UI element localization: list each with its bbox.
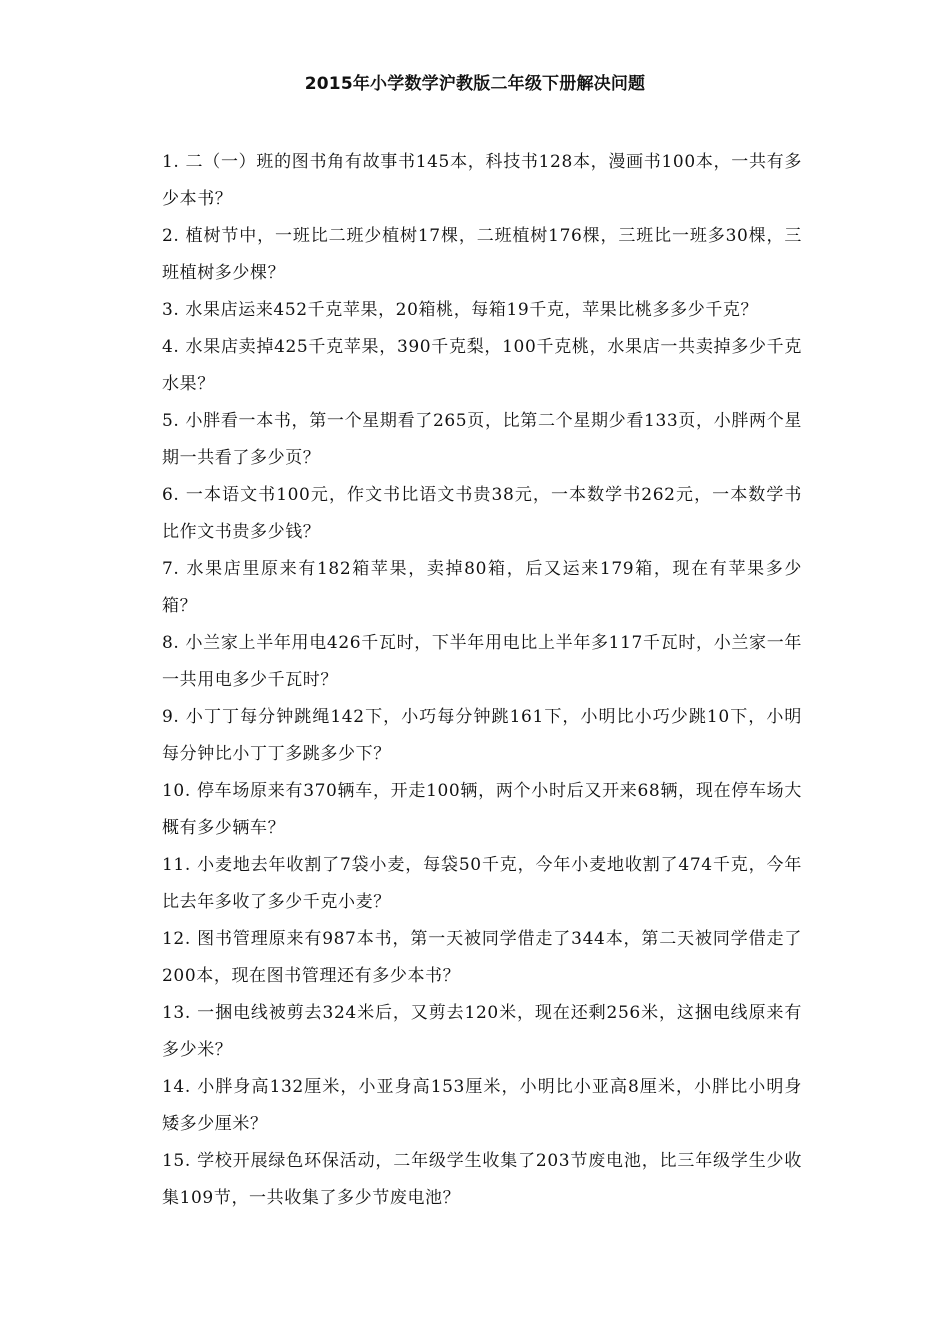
problem-number: 2.: [162, 226, 180, 246]
problem-item: [162, 144, 802, 218]
document-title: 2015年小学数学沪教版二年级下册解决问题: [304, 74, 646, 94]
problem-text: 水果店里原来有182箱苹果，卖掉80箱，后又运来179箱，现在有苹果多少箱？: [162, 559, 802, 616]
problem-text: 小胖看一本书，第一个星期看了265页，比第二个星期少看133页，小胖两个星期一共看了多少页？: [162, 411, 802, 468]
problem-item: [162, 995, 802, 1069]
problem-number: 10.: [162, 781, 191, 801]
problem-text: 小丁丁每分钟跳绳142下，小巧每分钟跳161下，小明比小巧少跳10下，小明每分钟比小丁丁多跳多少下？: [162, 707, 802, 764]
problem-item: [162, 329, 802, 403]
problem-text: 一本语文书100元，作文书比语文书贵38元，一本数学书262元，一本数学书比作文书贵多少钱？: [162, 485, 802, 542]
problem-number: 1.: [162, 152, 180, 172]
problem-text: 停车场原来有370辆车，开走100辆，两个小时后又开来68辆，现在停车场大概有多少辆车？: [162, 781, 802, 838]
problem-text: 一捆电线被剪去324米后，又剪去120米，现在还剩256米，这捆电线原来有多少米？: [162, 1003, 802, 1060]
problem-number: 12.: [162, 929, 191, 949]
problem-item: [162, 921, 802, 995]
problem-number: 14.: [162, 1077, 191, 1097]
problem-text: 图书管理原来有987本书，第一天被同学借走了344本，第二天被同学借走了200本，现在图书管理还有多少本书？: [162, 929, 802, 986]
problem-number: 9.: [162, 707, 180, 727]
problem-item: [162, 477, 802, 551]
problem-item: [162, 292, 802, 329]
problem-number: 11.: [162, 855, 191, 875]
problem-item: [162, 403, 802, 477]
problem-text: 水果店卖掉425千克苹果，390千克梨，100千克桃，水果店一共卖掉多少千克水果？: [162, 337, 802, 394]
problem-text: 水果店运来452千克苹果，20箱桃，每箱19千克，苹果比桃多多少千克？: [185, 300, 759, 320]
problem-text: 植树节中，一班比二班少植树17棵，二班植树176棵，三班比一班多30棵，三班植树多少棵？: [162, 226, 802, 283]
problem-number: 3.: [162, 300, 180, 320]
problem-text: 小兰家上半年用电426千瓦时，下半年用电比上半年多117千瓦时，小兰家一年一共用电多少千瓦时？: [162, 633, 802, 690]
problem-item: [162, 1069, 802, 1143]
problem-text: 学校开展绿色环保活动，二年级学生收集了203节废电池，比三年级学生少收集109节，一共收集了多少节废电池？: [162, 1151, 802, 1208]
problem-item: [162, 699, 802, 773]
problem-item: [162, 1143, 802, 1217]
problem-text: 二（一）班的图书角有故事书145本，科技书128本，漫画书100本，一共有多少本书？: [162, 152, 802, 209]
problem-item: [162, 847, 802, 921]
problem-number: 5.: [162, 411, 180, 431]
problem-item: [162, 773, 802, 847]
problem-number: 13.: [162, 1003, 191, 1023]
problem-item: [162, 625, 802, 699]
problem-number: 6.: [162, 485, 180, 505]
problem-number: 7.: [162, 559, 180, 579]
problem-number: 15.: [162, 1151, 191, 1171]
problem-item: [162, 218, 802, 292]
problem-number: 8.: [162, 633, 180, 653]
problem-text: 小麦地去年收割了7袋小麦，每袋50千克，今年小麦地收割了474千克，今年比去年多收了多少千克小麦？: [162, 855, 802, 912]
problem-item: [162, 551, 802, 625]
problem-list: [162, 144, 802, 1217]
problem-text: 小胖身高132厘米，小亚身高153厘米，小明比小亚高8厘米，小胖比小明身矮多少厘米？: [162, 1077, 802, 1134]
problem-number: 4.: [162, 337, 180, 357]
